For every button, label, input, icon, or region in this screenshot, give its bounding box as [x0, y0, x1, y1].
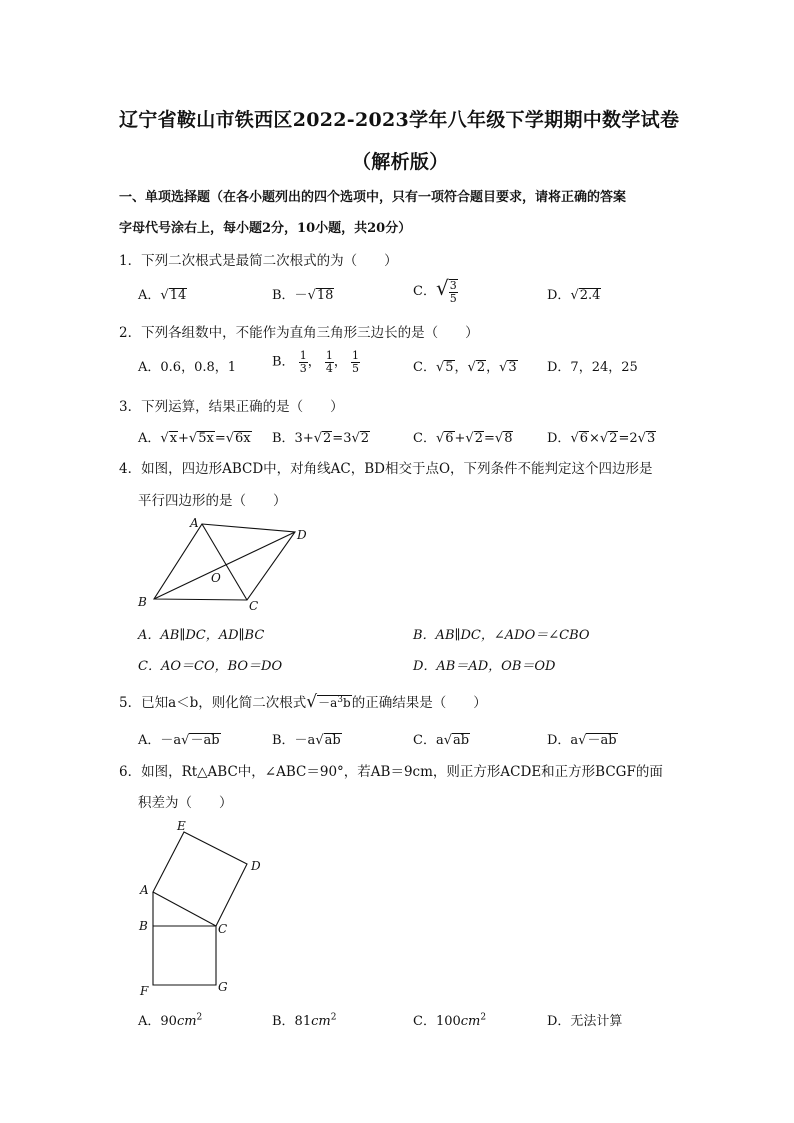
question-6-stem-line1: 6．如图，Rt△ABC中，∠ABC＝90°，若AB＝9cm，则正方形ACDE和正方形BCGF的面	[119, 764, 663, 780]
q5-radicand	[317, 695, 352, 710]
q4-option-d: D．AB＝AD，OB＝OD	[413, 659, 556, 674]
q5-c-label: C．a	[413, 733, 444, 748]
q1-option-c	[413, 276, 458, 304]
q6-option-d: D．无法计算	[547, 1014, 623, 1029]
radicand: 6	[445, 431, 454, 446]
unit: cm	[176, 1014, 197, 1029]
q6-option-c	[413, 1010, 486, 1029]
q2-c-label: C．	[413, 360, 436, 375]
fraction-3	[351, 350, 360, 374]
q5-option-a: A．－a√－ab	[138, 733, 220, 748]
q1-option-a	[138, 284, 187, 303]
q4-option-c: C．AO＝CO，BO＝DO	[138, 659, 283, 674]
question-2-stem: 2．下列各组数中，不能作为直角三角形三边长的是（ ）	[119, 325, 479, 341]
q2-option-a: A．0.6，0.8，1	[138, 360, 237, 375]
section-heading-line2: 字母代号涂右上，每小题2分，10小题，共20分）	[119, 221, 412, 236]
question-1-stem: 1．下列二次根式是最简二次根式的为（ ）	[119, 253, 398, 269]
label-a: A	[190, 516, 199, 530]
equals-part: =2	[618, 431, 638, 446]
q3-c-label: C．	[413, 431, 436, 446]
radicand-part: b	[343, 696, 351, 710]
q5-a-label: A．－a	[138, 733, 182, 748]
label-c: C	[249, 599, 259, 613]
q1-b-radicand: 18	[316, 288, 334, 303]
q4-option-a: A．AB∥DC，AD∥BC	[138, 628, 265, 643]
radicand: 2	[474, 431, 483, 446]
radicand: 2	[609, 431, 618, 446]
exponent: 2	[196, 1012, 203, 1023]
unit: cm	[460, 1014, 481, 1029]
numerator: 1	[325, 349, 333, 362]
label-b: B	[138, 595, 147, 609]
radicand: 5x	[198, 431, 214, 446]
numerator: 3	[449, 278, 457, 292]
question-3-stem: 3．下列运算，结果正确的是（ ）	[119, 399, 344, 415]
radicand: 5	[445, 360, 454, 375]
radical-sign: √	[435, 276, 449, 300]
diagonal-ac	[202, 524, 247, 600]
question-6-stem-line2: 积差为（ ）	[138, 795, 233, 811]
q5-option-d: D．a√－ab	[547, 733, 617, 748]
radicand: x	[169, 431, 178, 446]
label-o: O	[211, 571, 221, 585]
q3-b-label: B．3+	[272, 431, 314, 446]
radical-sign: √	[306, 692, 318, 712]
radicand: －ab	[190, 733, 220, 748]
exponent: 2	[330, 1012, 337, 1023]
q1-b-label: B．－	[272, 288, 308, 303]
q2-b-label: B．	[272, 354, 295, 370]
denominator: 5	[449, 291, 457, 305]
q6-c-label: C．100	[413, 1014, 461, 1029]
radicand: 8	[504, 431, 513, 446]
denominator: 5	[351, 361, 359, 375]
radicand: 6	[579, 431, 589, 446]
q2-option-b: B． $\frac{1}{3}$ ， $\frac{1}{4}$ ， $\frac{1}{5}$	[272, 349, 359, 375]
q3-option-c: C．√6+√2=√8	[413, 431, 513, 446]
q1-option-d	[547, 284, 601, 303]
label-b: B	[139, 919, 148, 933]
exponent: 3	[337, 695, 344, 705]
q5-stem-suffix: 的正确结果是（ ）	[351, 695, 487, 711]
radical-sign: √	[160, 288, 169, 303]
radicand: －ab	[587, 733, 617, 748]
radical-sign: √	[570, 288, 579, 303]
q3-option-a: A．√x+√5x=√6x	[138, 431, 251, 446]
q5-option-b: B．－a√ab	[272, 733, 341, 748]
radicand: ab	[453, 733, 470, 748]
q1-c-fraction	[449, 279, 458, 304]
radicand: 2	[323, 431, 332, 446]
section-heading-line1: 一、单项选择题（在各小题列出的四个选项中，只有一项符合题目要求，请将正确的答案	[119, 190, 627, 205]
radical-sign: √	[307, 288, 316, 303]
label-g: G	[218, 980, 228, 994]
q5-b-label: B．－a	[272, 733, 316, 748]
radicand-part: －a	[318, 696, 338, 710]
q2-option-d: D．7，24，25	[547, 360, 638, 375]
fraction-2	[325, 350, 334, 374]
question-4-stem-line1: 4．如图，四边形ABCD中，对角线AC，BD相交于点O，下列条件不能判定这个四边形是	[119, 461, 653, 477]
denominator: 3	[299, 361, 307, 375]
radicand: ab	[324, 733, 341, 748]
unit: cm	[311, 1014, 331, 1029]
q6-b-label: B．81	[272, 1014, 312, 1029]
q3-a-label: A．	[138, 431, 161, 446]
fraction-1	[299, 350, 308, 374]
q6-a-label: A．90	[138, 1014, 177, 1029]
q5-d-label: D．a	[547, 733, 579, 748]
label-e: E	[177, 819, 186, 833]
question-5-stem	[119, 691, 487, 712]
numerator: 1	[351, 349, 359, 362]
q6-option-b	[272, 1010, 336, 1029]
parallelogram-figure	[130, 512, 320, 616]
q3-option-d: D．√6×√2=2√3	[547, 431, 656, 446]
radicand: 3	[508, 360, 517, 375]
square-acde	[153, 832, 247, 926]
document-subtitle: （解析版）	[352, 151, 449, 173]
q3-d-label: D．	[547, 431, 571, 446]
radicand: 2	[476, 360, 486, 375]
q3-option-b: B．3+√2=3√2	[272, 431, 370, 446]
q1-a-radicand: 14	[169, 288, 187, 303]
label-a: A	[140, 883, 149, 897]
q1-c-label: C．	[413, 284, 436, 299]
q5-stem-prefix: 5．已知a＜b，则化简二次根式	[119, 695, 307, 711]
document-title: 辽宁省鞍山市铁西区2022-2023学年八年级下学期期中数学试卷	[119, 109, 680, 131]
exponent: 2	[480, 1012, 487, 1023]
equals-part: =3	[332, 431, 352, 446]
q4-option-b: B．AB∥DC，∠ADO＝∠CBO	[413, 628, 590, 643]
q5-option-c: C．a√ab	[413, 733, 470, 748]
radicand: 2	[360, 431, 370, 446]
label-f: F	[140, 984, 149, 998]
label-c: C	[218, 922, 228, 936]
radicand: 3	[646, 431, 656, 446]
q1-option-b	[272, 284, 334, 303]
squares-figure	[130, 815, 280, 1000]
question-4-stem-line2: 平行四边形的是（ ）	[138, 493, 287, 509]
numerator: 1	[299, 349, 307, 362]
q6-option-a	[138, 1010, 202, 1029]
q1-d-radicand: 2.4	[579, 288, 601, 303]
q1-a-label: A．	[138, 288, 161, 303]
denominator: 4	[325, 361, 333, 375]
square-bcgf	[153, 926, 216, 985]
label-d: D	[251, 859, 261, 873]
radicand: 6x	[235, 431, 251, 446]
q1-d-label: D．	[547, 288, 571, 303]
q2-option-c: C．√5，√2，√3	[413, 360, 517, 375]
label-d: D	[297, 528, 307, 542]
